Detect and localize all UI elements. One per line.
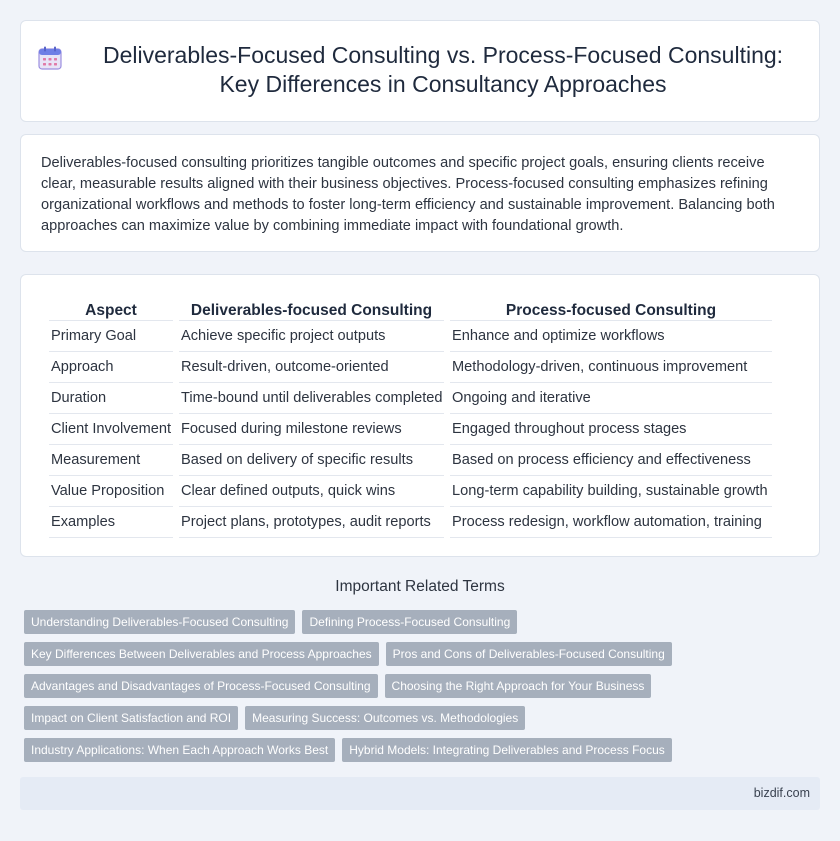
footer: [20, 777, 820, 810]
related-term-link[interactable]: Hybrid Models: Integrating Deliverables and Process Focus: [342, 738, 671, 762]
table-cell: Engaged throughout process stages: [450, 414, 772, 445]
table-cell: Project plans, prototypes, audit reports: [179, 507, 444, 538]
table-cell: Result-driven, outcome-oriented: [179, 352, 444, 383]
table-cell: Time-bound until deliverables completed: [179, 383, 444, 414]
comparison-card: [20, 274, 820, 557]
table-row: [49, 321, 772, 352]
table-cell: Primary Goal: [49, 321, 173, 352]
related-terms-list: [24, 610, 824, 770]
table-row: [49, 476, 772, 507]
table-header-row: [49, 295, 772, 321]
related-term-link[interactable]: Measuring Success: Outcomes vs. Methodologies: [245, 706, 525, 730]
related-term-link[interactable]: Advantages and Disadvantages of Process-Focused Consulting: [24, 674, 378, 698]
related-term-link[interactable]: Key Differences Between Deliverables and Process Approaches: [24, 642, 379, 666]
table-row: [49, 352, 772, 383]
related-term-link[interactable]: Industry Applications: When Each Approach Works Best: [24, 738, 335, 762]
table-cell: Examples: [49, 507, 173, 538]
table-cell: Approach: [49, 352, 173, 383]
table-row: [49, 445, 772, 476]
title-card: [20, 20, 820, 122]
table-cell: Value Proposition: [49, 476, 173, 507]
table-row: [49, 414, 772, 445]
intro-paragraph: Deliverables-focused consulting prioritizes tangible outcomes and specific project goals, ensuring clients receive clear, measurable results aligned with their business objectives. Process-focused consulting emphasizes refining organizational workflows and methods to foster long-term efficiency and sustainable improvement. Balancing both approaches can maximize value by combining immediate impact with foundational growth.: [41, 155, 775, 234]
table-cell: Based on process efficiency and effectiveness: [450, 445, 772, 476]
tag-row: [24, 642, 824, 666]
comparison-table: [43, 295, 778, 538]
related-term-link[interactable]: Pros and Cons of Deliverables-Focused Consulting: [386, 642, 672, 666]
table-cell: Achieve specific project outputs: [179, 321, 444, 352]
table-cell: Measurement: [49, 445, 173, 476]
tag-row: [24, 706, 824, 730]
table-cell: Ongoing and iterative: [450, 383, 772, 414]
table-cell: Long-term capability building, sustainable growth: [450, 476, 772, 507]
intro-card: [20, 134, 820, 252]
related-term-link[interactable]: Choosing the Right Approach for Your Business: [385, 674, 652, 698]
column-header: Process-focused Consulting: [450, 295, 772, 321]
table-cell: Clear defined outputs, quick wins: [179, 476, 444, 507]
tag-row: [24, 674, 824, 698]
tag-row: [24, 738, 824, 762]
tag-row: [24, 610, 824, 634]
table-row: [49, 383, 772, 414]
table-cell: Client Involvement: [49, 414, 173, 445]
column-header: Aspect: [49, 295, 173, 321]
table-row: [49, 507, 772, 538]
column-header: Deliverables-focused Consulting: [179, 295, 444, 321]
table-cell: Based on delivery of specific results: [179, 445, 444, 476]
related-term-link[interactable]: Defining Process-Focused Consulting: [302, 610, 517, 634]
related-term-link[interactable]: Understanding Deliverables-Focused Consulting: [24, 610, 295, 634]
calendar-icon: [37, 45, 63, 71]
site-link[interactable]: bizdif.com: [753, 786, 810, 800]
table-cell: Focused during milestone reviews: [179, 414, 444, 445]
related-term-link[interactable]: Impact on Client Satisfaction and ROI: [24, 706, 238, 730]
table-cell: Process redesign, workflow automation, training: [450, 507, 772, 538]
related-terms-heading: Important Related Terms: [335, 578, 505, 595]
page-title: Deliverables-Focused Consulting vs. Process-Focused Consulting: Key Differences in Consultancy Approaches: [102, 42, 784, 97]
table-cell: Duration: [49, 383, 173, 414]
table-cell: Methodology-driven, continuous improvement: [450, 352, 772, 383]
table-cell: Enhance and optimize workflows: [450, 321, 772, 352]
